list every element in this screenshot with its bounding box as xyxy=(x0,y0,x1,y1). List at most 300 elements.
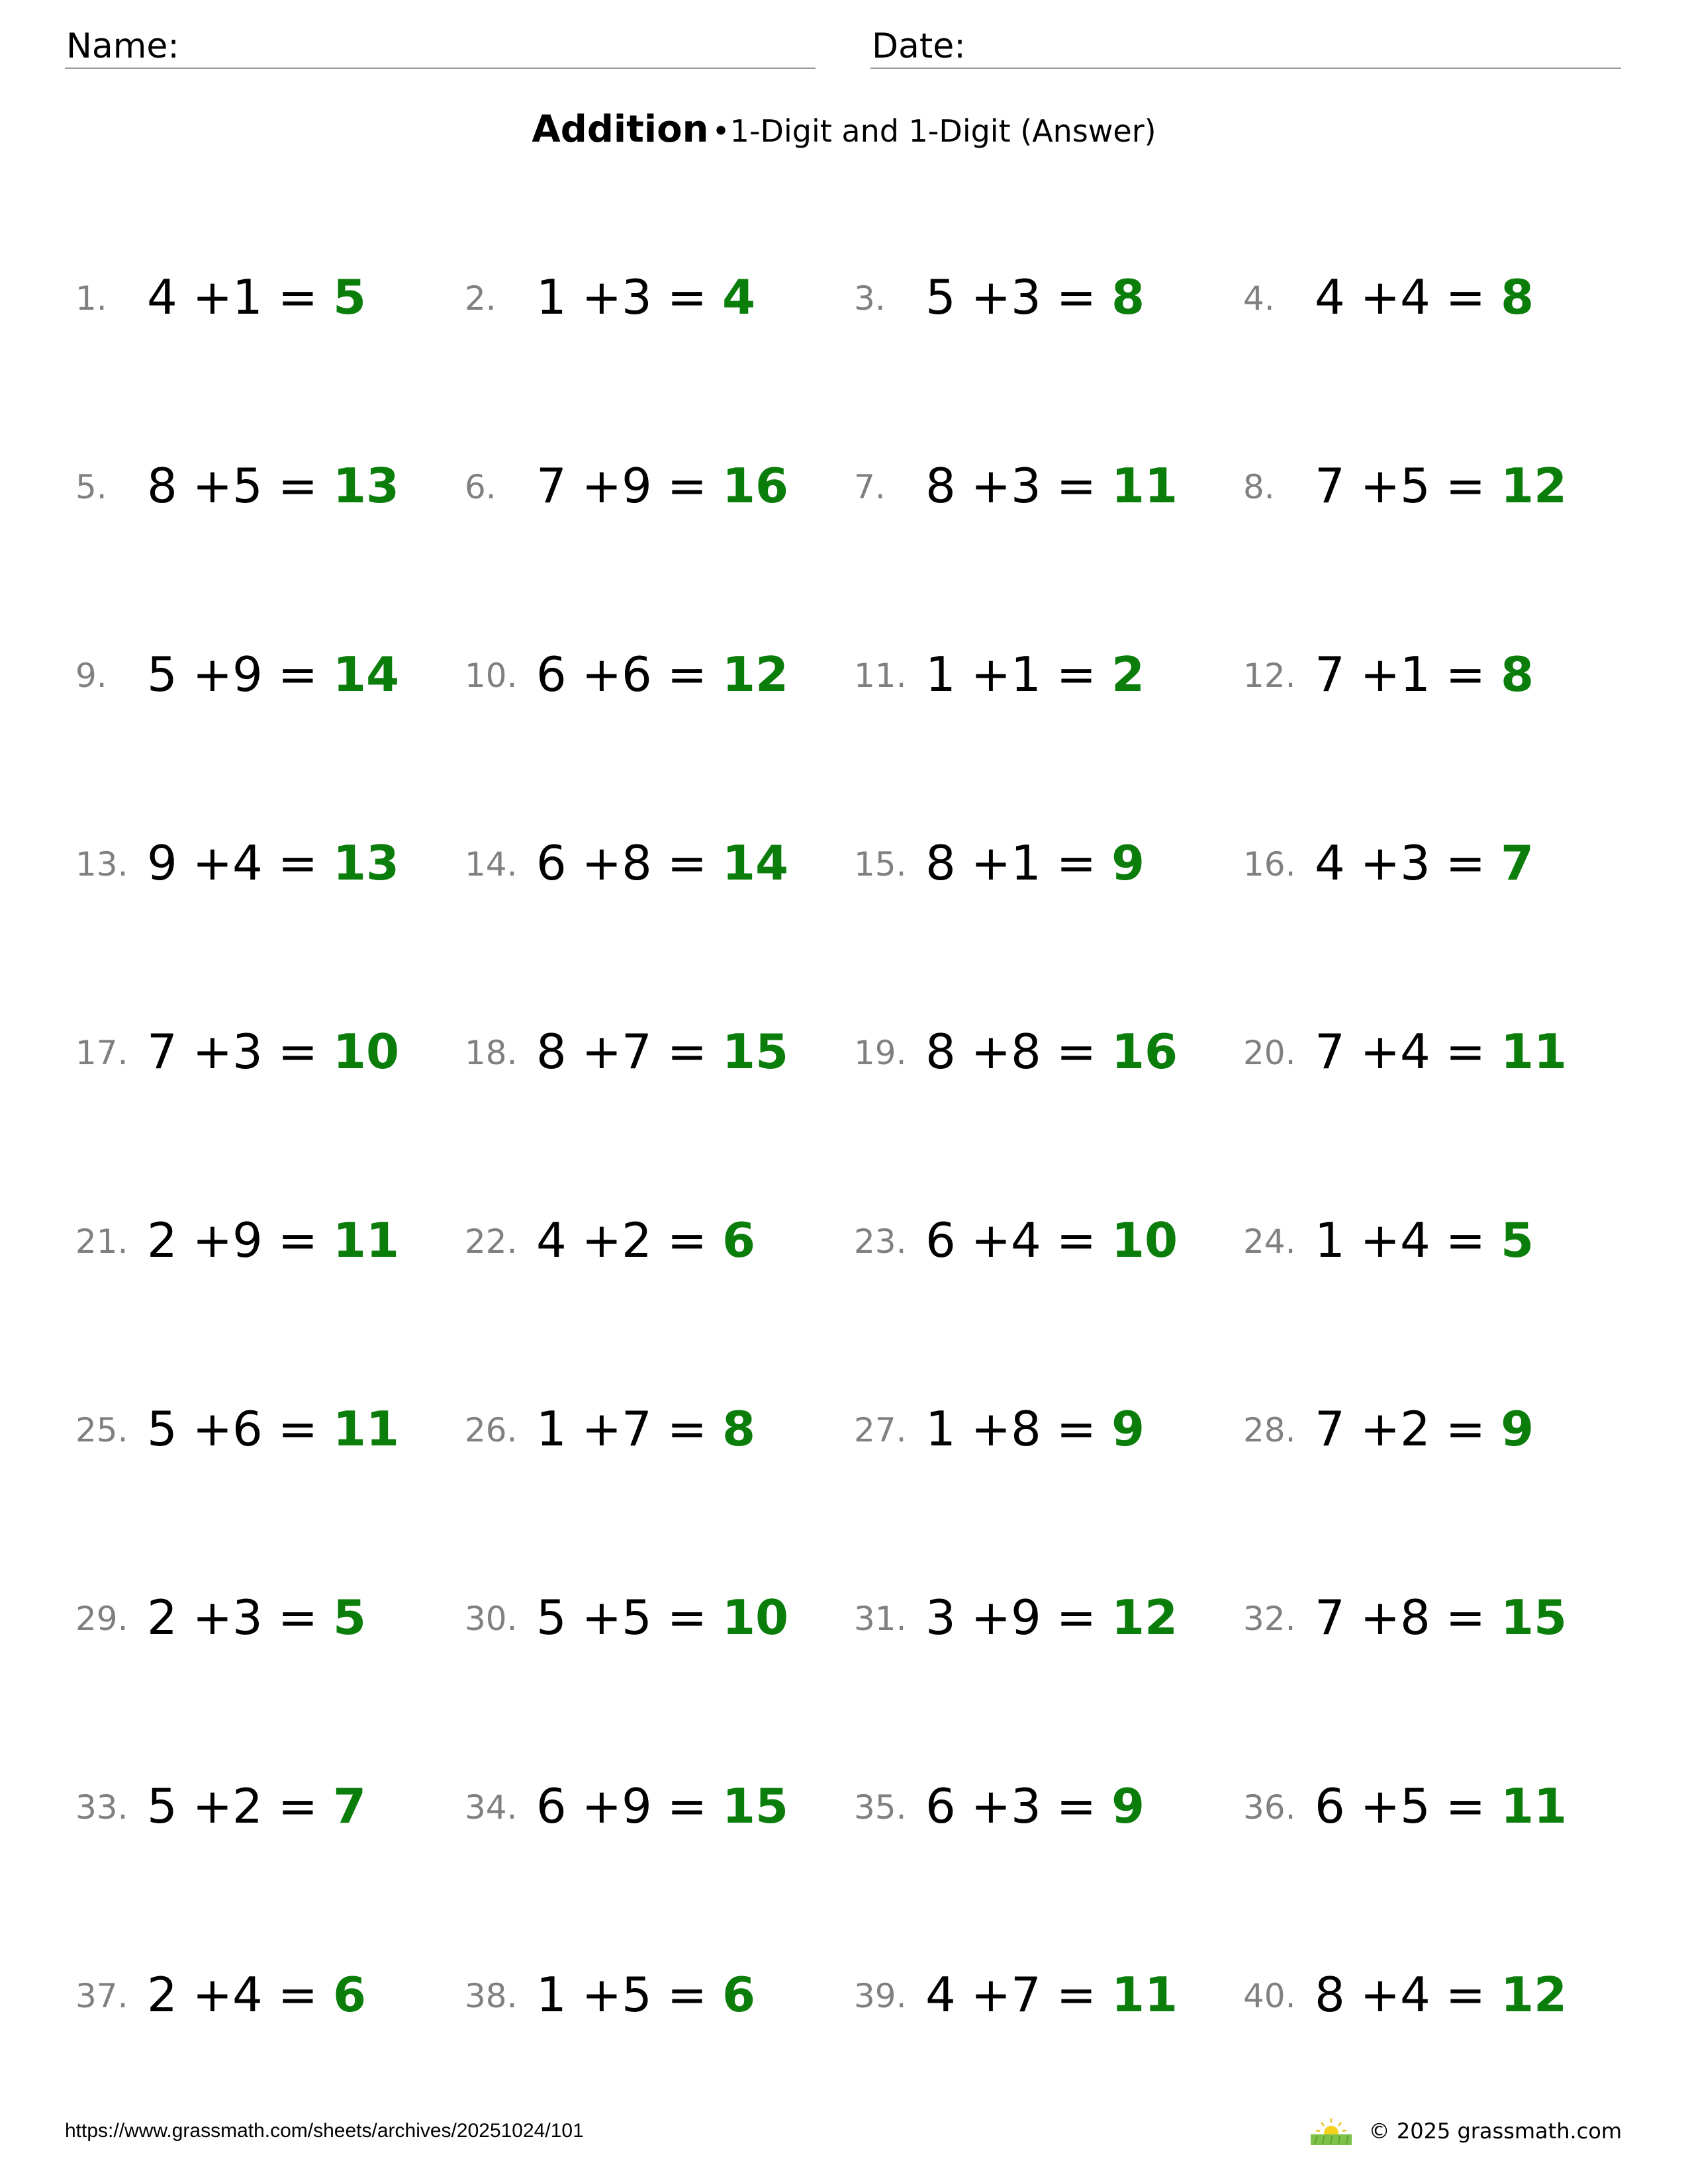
addend-a: 7 xyxy=(1315,1024,1345,1079)
problem-equation xyxy=(1315,267,1534,327)
answer: 12 xyxy=(1500,1967,1568,2023)
addend-a: 2 xyxy=(147,1967,177,2023)
addend-b: 3 xyxy=(232,1024,263,1079)
problem-item xyxy=(851,1559,1241,1747)
problem-item xyxy=(1241,615,1630,804)
addend-b: 6 xyxy=(622,647,652,702)
problem-item xyxy=(462,1181,851,1370)
addend-b: 9 xyxy=(622,1778,652,1834)
problem-number: 10. xyxy=(465,657,518,695)
answer: 9 xyxy=(1111,835,1145,891)
addend-a: 8 xyxy=(147,458,177,514)
addend-a: 6 xyxy=(536,647,567,702)
problem-number: 26. xyxy=(465,1411,518,1449)
answer: 10 xyxy=(332,1024,400,1079)
addend-a: 4 xyxy=(925,1967,956,2023)
equals-sign: = xyxy=(277,1967,318,2023)
problem-item xyxy=(73,1559,462,1747)
addend-b: 6 xyxy=(232,1401,263,1457)
addend-a: 5 xyxy=(147,647,177,702)
equals-sign: = xyxy=(1445,1024,1486,1079)
addend-b: 5 xyxy=(1400,458,1430,514)
addend-b: 3 xyxy=(232,1590,263,1645)
answer: 11 xyxy=(332,1401,400,1457)
equals-sign: = xyxy=(667,647,708,702)
addend-b: 5 xyxy=(232,458,263,514)
equals-sign: = xyxy=(1056,1590,1097,1645)
addend-b: 3 xyxy=(1011,269,1041,325)
problem-equation xyxy=(536,1776,788,1836)
answer: 7 xyxy=(332,1778,367,1834)
problem-number: 23. xyxy=(854,1222,907,1261)
problem-item xyxy=(462,1747,851,1936)
sun-over-grass-icon xyxy=(1308,2116,1354,2146)
problem-number: 32. xyxy=(1243,1600,1296,1638)
addend-a: 7 xyxy=(1315,647,1345,702)
addend-a: 8 xyxy=(925,1024,956,1079)
addend-a: 6 xyxy=(1315,1778,1345,1834)
answer: 11 xyxy=(1500,1024,1568,1079)
problem-item xyxy=(851,1370,1241,1559)
problem-number: 4. xyxy=(1243,279,1275,318)
plus-sign: + xyxy=(192,1778,233,1834)
problem-number: 36. xyxy=(1243,1788,1296,1827)
problem-equation xyxy=(147,645,399,704)
problem-number: 7. xyxy=(854,468,886,506)
plus-sign: + xyxy=(192,1967,233,2023)
answer: 5 xyxy=(332,269,367,325)
answer: 9 xyxy=(1500,1401,1534,1457)
plus-sign: + xyxy=(970,647,1011,702)
problem-equation xyxy=(536,456,788,516)
addend-a: 8 xyxy=(1315,1967,1345,2023)
problem-number: 8. xyxy=(1243,468,1275,506)
problem-item xyxy=(462,238,851,427)
date-field[interactable] xyxy=(870,20,1621,69)
answer: 9 xyxy=(1111,1401,1145,1457)
addend-b: 3 xyxy=(1400,835,1430,891)
answer: 9 xyxy=(1111,1778,1145,1834)
addend-a: 7 xyxy=(536,458,567,514)
addend-a: 5 xyxy=(147,1778,177,1834)
problem-equation xyxy=(536,833,788,893)
answer: 7 xyxy=(1500,835,1534,891)
addend-b: 1 xyxy=(1400,647,1430,702)
equals-sign: = xyxy=(667,269,708,325)
addend-a: 4 xyxy=(147,269,177,325)
problem-equation xyxy=(1315,1210,1534,1270)
answer: 11 xyxy=(1111,458,1178,514)
equals-sign: = xyxy=(667,835,708,891)
problem-item xyxy=(462,615,851,804)
equals-sign: = xyxy=(1445,269,1486,325)
addend-a: 4 xyxy=(1315,835,1345,891)
problem-item xyxy=(1241,804,1630,993)
problem-number: 24. xyxy=(1243,1222,1296,1261)
problem-item xyxy=(462,427,851,615)
plus-sign: + xyxy=(1360,1212,1401,1268)
equals-sign: = xyxy=(1056,1212,1097,1268)
problem-number: 25. xyxy=(75,1411,128,1449)
problem-number: 34. xyxy=(465,1788,518,1827)
answer: 16 xyxy=(722,458,789,514)
equals-sign: = xyxy=(667,1401,708,1457)
problem-item xyxy=(73,804,462,993)
problem-grid xyxy=(0,238,1688,2124)
equals-sign: = xyxy=(277,647,318,702)
problem-number: 27. xyxy=(854,1411,907,1449)
equals-sign: = xyxy=(1445,1967,1486,2023)
addend-a: 5 xyxy=(536,1590,567,1645)
addend-b: 1 xyxy=(1011,835,1041,891)
answer: 16 xyxy=(1111,1024,1178,1079)
problem-item xyxy=(851,993,1241,1181)
problem-equation xyxy=(1315,1399,1534,1459)
addend-a: 7 xyxy=(1315,458,1345,514)
equals-sign: = xyxy=(277,269,318,325)
title-main: Addition xyxy=(532,108,709,151)
problem-item xyxy=(851,1747,1241,1936)
problem-equation xyxy=(1315,1588,1567,1647)
problem-equation xyxy=(925,1399,1145,1459)
addend-b: 5 xyxy=(622,1967,652,2023)
problem-equation xyxy=(536,1588,788,1647)
answer: 5 xyxy=(332,1590,367,1645)
plus-sign: + xyxy=(192,1024,233,1079)
answer: 14 xyxy=(332,647,400,702)
answer: 10 xyxy=(1111,1212,1178,1268)
addend-b: 4 xyxy=(232,1967,263,2023)
problem-number: 18. xyxy=(465,1034,518,1072)
equals-sign: = xyxy=(277,1401,318,1457)
plus-sign: + xyxy=(581,1401,622,1457)
answer: 10 xyxy=(722,1590,789,1645)
worksheet-title xyxy=(0,106,1688,162)
problem-item xyxy=(1241,1747,1630,1936)
plus-sign: + xyxy=(970,269,1011,325)
addend-b: 5 xyxy=(622,1590,652,1645)
plus-sign: + xyxy=(970,1212,1011,1268)
answer: 6 xyxy=(722,1967,756,2023)
problem-equation xyxy=(536,1022,788,1081)
problem-equation xyxy=(147,1965,366,2025)
title-subtitle: 1-Digit and 1-Digit (Answer) xyxy=(729,113,1156,149)
problem-item xyxy=(1241,238,1630,427)
problem-number: 19. xyxy=(854,1034,907,1072)
answer: 12 xyxy=(722,647,789,702)
answer: 8 xyxy=(722,1401,756,1457)
answer: 12 xyxy=(1500,458,1568,514)
addend-a: 1 xyxy=(536,1401,567,1457)
problem-number: 33. xyxy=(75,1788,128,1827)
problem-item xyxy=(1241,993,1630,1181)
problem-equation xyxy=(1315,1965,1567,2025)
equals-sign: = xyxy=(1445,1212,1486,1268)
addend-a: 4 xyxy=(1315,269,1345,325)
addend-a: 6 xyxy=(925,1778,956,1834)
equals-sign: = xyxy=(667,1024,708,1079)
problem-number: 40. xyxy=(1243,1977,1296,2015)
plus-sign: + xyxy=(1360,458,1401,514)
problem-item xyxy=(1241,1559,1630,1747)
plus-sign: + xyxy=(970,1967,1011,2023)
problem-equation xyxy=(536,1399,755,1459)
plus-sign: + xyxy=(192,647,233,702)
equals-sign: = xyxy=(1056,835,1097,891)
addend-b: 2 xyxy=(232,1778,263,1834)
addend-b: 7 xyxy=(622,1024,652,1079)
addend-a: 8 xyxy=(925,835,956,891)
answer: 15 xyxy=(1500,1590,1568,1645)
addend-b: 1 xyxy=(232,269,263,325)
problem-equation xyxy=(925,833,1145,893)
addend-a: 1 xyxy=(925,1401,956,1457)
problem-item xyxy=(73,238,462,427)
plus-sign: + xyxy=(581,1967,622,2023)
problem-number: 2. xyxy=(465,279,496,318)
problem-number: 20. xyxy=(1243,1034,1296,1072)
problem-equation xyxy=(536,1965,755,2025)
addend-a: 6 xyxy=(536,1778,567,1834)
problem-number: 21. xyxy=(75,1222,128,1261)
equals-sign: = xyxy=(1445,647,1486,702)
title-separator: • xyxy=(712,113,730,149)
problem-equation xyxy=(147,456,399,516)
problem-number: 29. xyxy=(75,1600,128,1638)
addend-b: 4 xyxy=(1400,269,1430,325)
answer: 14 xyxy=(722,835,789,891)
problem-item xyxy=(851,804,1241,993)
problem-number: 31. xyxy=(854,1600,907,1638)
plus-sign: + xyxy=(1360,835,1401,891)
equals-sign: = xyxy=(1056,1778,1097,1834)
plus-sign: + xyxy=(581,1024,622,1079)
addend-a: 8 xyxy=(925,458,956,514)
problem-number: 22. xyxy=(465,1222,518,1261)
equals-sign: = xyxy=(277,1778,318,1834)
problem-item xyxy=(73,1181,462,1370)
problem-equation xyxy=(1315,645,1534,704)
equals-sign: = xyxy=(1445,458,1486,514)
problem-item xyxy=(73,1370,462,1559)
equals-sign: = xyxy=(667,1212,708,1268)
answer: 11 xyxy=(332,1212,400,1268)
problem-number: 28. xyxy=(1243,1411,1296,1449)
problem-item xyxy=(851,1181,1241,1370)
addend-b: 1 xyxy=(1011,647,1041,702)
answer: 5 xyxy=(1500,1212,1534,1268)
problem-item xyxy=(73,427,462,615)
problem-number: 37. xyxy=(75,1977,128,2015)
addend-a: 5 xyxy=(925,269,956,325)
problem-equation xyxy=(925,267,1145,327)
name-field[interactable] xyxy=(65,20,816,69)
plus-sign: + xyxy=(192,1590,233,1645)
plus-sign: + xyxy=(581,647,622,702)
problem-equation xyxy=(147,267,366,327)
problem-equation xyxy=(536,645,788,704)
problem-equation xyxy=(925,456,1178,516)
plus-sign: + xyxy=(1360,1778,1401,1834)
addend-b: 2 xyxy=(1400,1401,1430,1457)
addend-a: 6 xyxy=(925,1212,956,1268)
date-label: Date: xyxy=(872,26,966,66)
problem-equation xyxy=(925,1776,1145,1836)
plus-sign: + xyxy=(970,458,1011,514)
problem-item xyxy=(73,1936,462,2124)
equals-sign: = xyxy=(1056,269,1097,325)
addend-a: 6 xyxy=(536,835,567,891)
plus-sign: + xyxy=(581,458,622,514)
plus-sign: + xyxy=(192,1212,233,1268)
answer: 11 xyxy=(1111,1967,1178,2023)
name-label: Name: xyxy=(66,26,179,66)
plus-sign: + xyxy=(970,1590,1011,1645)
equals-sign: = xyxy=(667,458,708,514)
problem-equation xyxy=(925,1022,1178,1081)
equals-sign: = xyxy=(1445,1778,1486,1834)
problem-equation xyxy=(1315,833,1534,893)
problem-item xyxy=(1241,1370,1630,1559)
equals-sign: = xyxy=(277,1590,318,1645)
problem-equation xyxy=(147,1022,399,1081)
problem-number: 12. xyxy=(1243,657,1296,695)
problem-number: 11. xyxy=(854,657,907,695)
equals-sign: = xyxy=(277,1212,318,1268)
addend-a: 5 xyxy=(147,1401,177,1457)
plus-sign: + xyxy=(192,458,233,514)
addend-b: 2 xyxy=(622,1212,652,1268)
equals-sign: = xyxy=(1445,835,1486,891)
equals-sign: = xyxy=(1056,1024,1097,1079)
problem-equation xyxy=(925,1588,1178,1647)
plus-sign: + xyxy=(192,1401,233,1457)
answer: 12 xyxy=(1111,1590,1178,1645)
answer: 2 xyxy=(1111,647,1145,702)
addend-a: 2 xyxy=(147,1212,177,1268)
problem-item xyxy=(462,1559,851,1747)
plus-sign: + xyxy=(192,835,233,891)
equals-sign: = xyxy=(277,835,318,891)
problem-item xyxy=(462,1370,851,1559)
answer: 15 xyxy=(722,1024,789,1079)
footer-copyright: © 2025 grassmath.com xyxy=(1368,2118,1622,2144)
problem-item xyxy=(462,993,851,1181)
plus-sign: + xyxy=(192,269,233,325)
problem-item xyxy=(462,1936,851,2124)
problem-equation xyxy=(147,833,399,893)
problem-number: 14. xyxy=(465,845,518,884)
addend-b: 9 xyxy=(622,458,652,514)
plus-sign: + xyxy=(1360,647,1401,702)
equals-sign: = xyxy=(667,1778,708,1834)
problem-item xyxy=(1241,1181,1630,1370)
addend-a: 9 xyxy=(147,835,177,891)
problem-number: 35. xyxy=(854,1788,907,1827)
problem-equation xyxy=(1315,456,1567,516)
equals-sign: = xyxy=(1056,458,1097,514)
plus-sign: + xyxy=(1360,1590,1401,1645)
problem-equation xyxy=(536,1210,755,1270)
addend-b: 9 xyxy=(232,647,263,702)
plus-sign: + xyxy=(581,1212,622,1268)
addend-b: 8 xyxy=(1400,1590,1430,1645)
footer-url: https://www.grassmath.com/sheets/archives/20251024/101 xyxy=(65,2120,584,2142)
addend-b: 4 xyxy=(1400,1024,1430,1079)
problem-number: 9. xyxy=(75,657,107,695)
addend-b: 3 xyxy=(622,269,652,325)
addend-b: 3 xyxy=(1011,458,1041,514)
equals-sign: = xyxy=(1445,1401,1486,1457)
equals-sign: = xyxy=(277,1024,318,1079)
problem-item xyxy=(73,1747,462,1936)
addend-b: 8 xyxy=(1011,1401,1041,1457)
answer: 8 xyxy=(1111,269,1145,325)
plus-sign: + xyxy=(1360,269,1401,325)
problem-equation xyxy=(925,645,1145,704)
addend-a: 8 xyxy=(536,1024,567,1079)
problem-number: 6. xyxy=(465,468,496,506)
addend-b: 9 xyxy=(1011,1590,1041,1645)
plus-sign: + xyxy=(581,1590,622,1645)
equals-sign: = xyxy=(667,1590,708,1645)
addend-b: 7 xyxy=(622,1401,652,1457)
equals-sign: = xyxy=(1445,1590,1486,1645)
problem-equation xyxy=(1315,1022,1567,1081)
problem-equation xyxy=(925,1965,1178,2025)
addend-a: 7 xyxy=(147,1024,177,1079)
addend-b: 4 xyxy=(1400,1967,1430,2023)
plus-sign: + xyxy=(970,1778,1011,1834)
problem-number: 15. xyxy=(854,845,907,884)
addend-a: 1 xyxy=(536,269,567,325)
plus-sign: + xyxy=(581,835,622,891)
problem-item xyxy=(73,993,462,1181)
answer: 6 xyxy=(722,1212,756,1268)
equals-sign: = xyxy=(1056,647,1097,702)
problem-number: 5. xyxy=(75,468,107,506)
addend-a: 1 xyxy=(536,1967,567,2023)
addend-a: 2 xyxy=(147,1590,177,1645)
addend-b: 3 xyxy=(1011,1778,1041,1834)
addend-a: 7 xyxy=(1315,1590,1345,1645)
addend-b: 4 xyxy=(1400,1212,1430,1268)
addend-b: 7 xyxy=(1011,1967,1041,2023)
addend-a: 3 xyxy=(925,1590,956,1645)
answer: 8 xyxy=(1500,647,1534,702)
problem-number: 39. xyxy=(854,1977,907,2015)
answer: 6 xyxy=(332,1967,367,2023)
plus-sign: + xyxy=(970,835,1011,891)
equals-sign: = xyxy=(1056,1967,1097,2023)
addend-b: 8 xyxy=(622,835,652,891)
plus-sign: + xyxy=(1360,1024,1401,1079)
problem-number: 16. xyxy=(1243,845,1296,884)
addend-b: 8 xyxy=(1011,1024,1041,1079)
problem-item xyxy=(851,427,1241,615)
addend-a: 7 xyxy=(1315,1401,1345,1457)
answer: 8 xyxy=(1500,269,1534,325)
problem-item xyxy=(1241,427,1630,615)
problem-equation xyxy=(147,1210,399,1270)
answer: 13 xyxy=(332,835,400,891)
problem-number: 13. xyxy=(75,845,128,884)
answer: 4 xyxy=(722,269,756,325)
equals-sign: = xyxy=(667,1967,708,2023)
problem-number: 3. xyxy=(854,279,886,318)
equals-sign: = xyxy=(1056,1401,1097,1457)
footer-brand xyxy=(1308,2115,1622,2147)
